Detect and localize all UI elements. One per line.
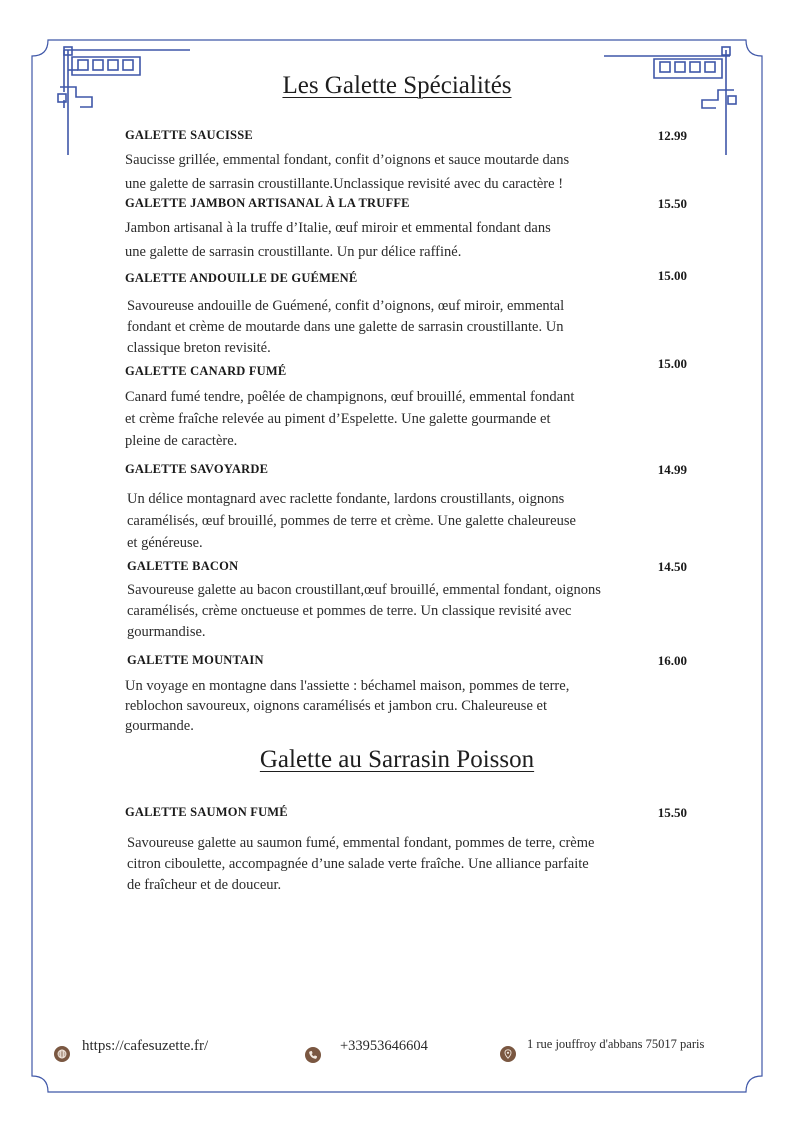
item-description: Savoureuse galette au saumon fumé, emmental fondant, pommes de terre, crème citron ciboulette, accompagnée d’une salade verte fraîche. Une alliance parfaite de fraîcheur et de douceur. bbox=[127, 835, 595, 893]
item-name: GALETTE BACON bbox=[127, 559, 239, 573]
footer-website[interactable] bbox=[54, 1038, 254, 1068]
item-description: Un voyage en montagne dans l'assiette : béchamel maison, pommes de terre, reblochon savoureux, oignons caramélisés et jambon cru. Chaleureuse et gourmande. bbox=[125, 678, 570, 734]
item-description: Un délice montagnard avec raclette fondante, lardons croustillants, oignons caramélisés, œuf brouillé, pommes de terre et crème. Une galette chaleureuse et généreuse. bbox=[127, 491, 576, 551]
item-description: Savoureuse andouille de Guémené, confit d’oignons, œuf miroir, emmental fondant et crème de moutarde dans une galette de sarrasin croustillante. Un classique breton revisité. bbox=[127, 298, 565, 356]
section-title-poisson: Galette au Sarrasin Poisson bbox=[259, 746, 535, 773]
address-text: 1 rue jouffroy d'abbans 75017 paris bbox=[527, 1037, 705, 1051]
item-price: 15.00 bbox=[657, 356, 687, 371]
item-name: GALETTE SAVOYARDE bbox=[125, 462, 269, 476]
item-name: GALETTE ANDOUILLE DE GUÉMENÉ bbox=[125, 271, 358, 285]
website-link[interactable]: https://cafesuzette.fr/ bbox=[82, 1038, 209, 1054]
item-name: GALETTE SAUMON FUMÉ bbox=[125, 805, 288, 819]
item-price: 12.99 bbox=[657, 128, 687, 143]
section-title-specialites: Les Galette Spécialités bbox=[282, 72, 512, 99]
item-description: Jambon artisanal à la truffe d’Italie, œuf miroir et emmental fondant dans une galette de sarrasin croustillante. Un pur délice raffiné. bbox=[125, 220, 551, 260]
item-name: GALETTE JAMBON ARTISANAL À LA TRUFFE bbox=[125, 196, 410, 210]
item-price: 14.99 bbox=[657, 462, 687, 477]
item-price: 15.50 bbox=[657, 196, 687, 211]
footer-address bbox=[500, 1038, 740, 1068]
item-name: GALETTE CANARD FUMÉ bbox=[125, 364, 287, 378]
item-description: Saucisse grillée, emmental fondant, confit d’oignons et sauce moutarde dans une galette de sarrasin croustillante.Unclassique revisité avec du caractère ! bbox=[125, 152, 570, 192]
item-price: 16.00 bbox=[657, 653, 687, 668]
item-price: 15.00 bbox=[657, 268, 687, 283]
item-price: 14.50 bbox=[657, 559, 687, 574]
item-name: GALETTE SAUCISSE bbox=[125, 128, 253, 142]
location-pin-icon bbox=[500, 1046, 516, 1062]
item-description: Canard fumé tendre, poêlée de champignons, œuf brouillé, emmental fondant et crème fraîche relevée au piment d’Espelette. Une galette gourmande et pleine de caractère. bbox=[125, 389, 575, 449]
phone-icon bbox=[305, 1047, 321, 1063]
item-name: GALETTE MOUNTAIN bbox=[127, 653, 264, 667]
item-description: Savoureuse galette au bacon croustillant,œuf brouillé, emmental fondant, oignons caramélisés, crème onctueuse et pommes de terre. Un classique revisité avec gourmandise. bbox=[127, 582, 601, 640]
footer-phone[interactable] bbox=[305, 1038, 465, 1068]
phone-number[interactable]: +33953646604 bbox=[340, 1038, 428, 1054]
item-price: 15.50 bbox=[657, 805, 687, 820]
globe-icon bbox=[54, 1046, 70, 1062]
